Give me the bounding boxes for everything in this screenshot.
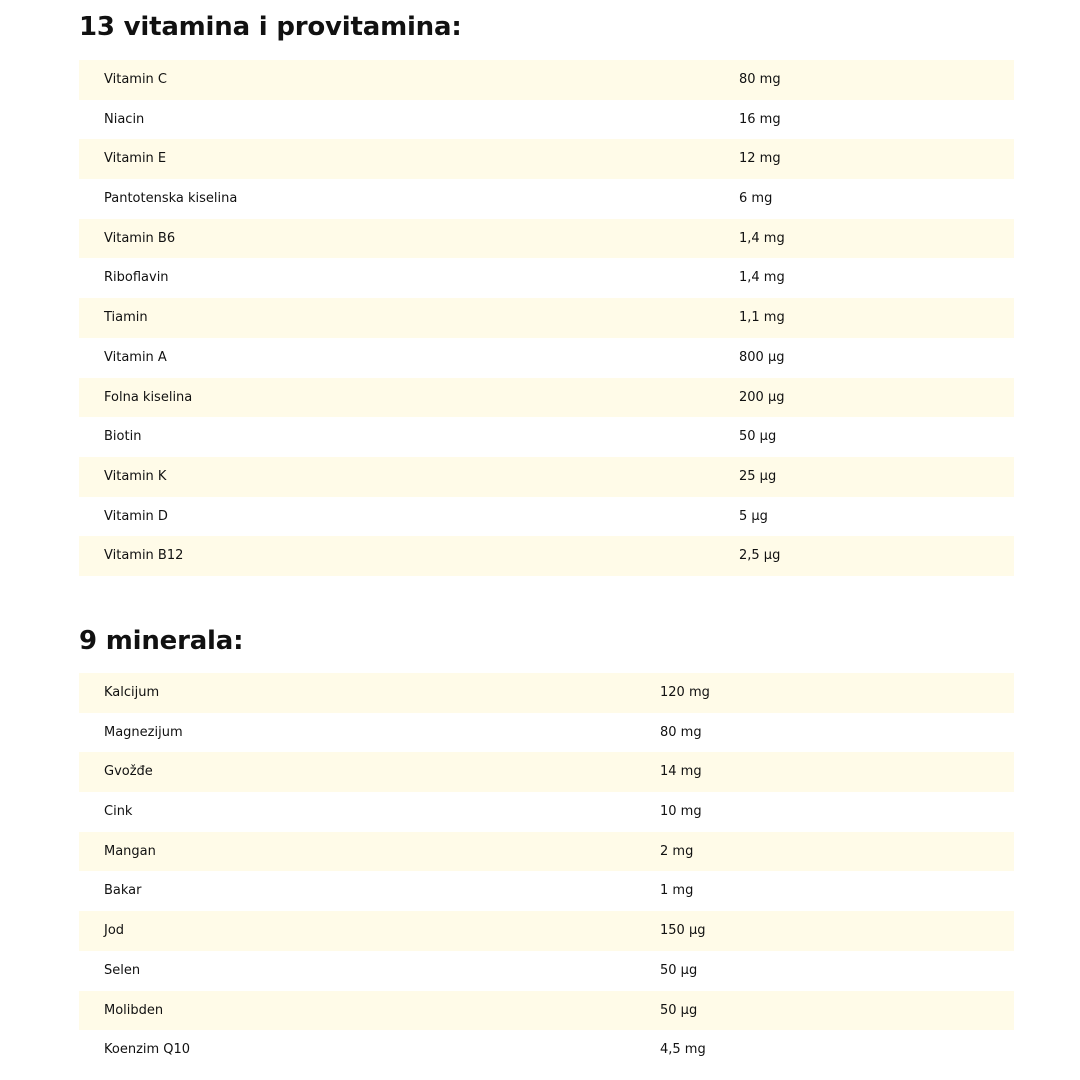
vitamins-table (79, 60, 1014, 576)
nutrient-amount: 80 mg (660, 724, 702, 740)
nutrient-name: Kalcijum (104, 685, 160, 700)
table-row (79, 378, 1014, 418)
nutrient-name: Niacin (104, 111, 145, 127)
vitamins-heading: 13 vitamina i provitamina: (79, 12, 462, 42)
table-row (79, 258, 1014, 298)
nutrient-amount: 5 µg (739, 508, 768, 524)
table-row (79, 1030, 1014, 1070)
nutrient-amount: 150 µg (660, 923, 706, 939)
nutrient-name: Jod (104, 923, 125, 939)
nutrient-amount: 16 mg (739, 111, 781, 127)
nutrient-amount: 2 mg (660, 843, 694, 859)
nutrient-amount: 120 mg (660, 685, 710, 700)
nutrient-amount: 200 µg (739, 389, 785, 405)
nutrient-amount: 12 mg (739, 151, 781, 167)
nutrient-name: Vitamin D (104, 508, 168, 524)
table-row (79, 792, 1014, 832)
nutrient-amount: 14 mg (660, 764, 702, 780)
table-row (79, 536, 1014, 576)
nutrient-amount: 50 µg (660, 1002, 698, 1018)
nutrient-name: Mangan (104, 843, 156, 859)
nutrient-amount: 1,1 mg (739, 310, 785, 326)
nutrient-name: Riboflavin (104, 270, 169, 286)
table-row (79, 497, 1014, 537)
nutrient-name: Vitamin A (104, 349, 167, 365)
minerals-table (79, 673, 1014, 1070)
table-row (79, 991, 1014, 1031)
nutrient-amount: 2,5 µg (739, 548, 781, 564)
nutrient-amount: 1 mg (660, 883, 694, 899)
nutrient-name: Cink (104, 804, 133, 820)
nutrient-amount: 80 mg (739, 72, 781, 87)
table-row (79, 911, 1014, 951)
nutrient-name: Vitamin B12 (104, 548, 184, 564)
table-row (79, 179, 1014, 219)
table-row (79, 298, 1014, 338)
nutrient-name: Selen (104, 962, 141, 978)
nutrient-name: Molibden (104, 1002, 164, 1018)
nutrient-amount: 25 µg (739, 468, 777, 484)
nutrient-amount: 1,4 mg (739, 230, 785, 246)
nutrient-name: Koenzim Q10 (104, 1042, 191, 1058)
table-row (79, 60, 1014, 100)
table-row (79, 139, 1014, 179)
table-row (79, 752, 1014, 792)
nutrient-name: Vitamin K (104, 468, 167, 484)
nutrient-name: Bakar (104, 883, 142, 899)
nutrient-amount: 50 µg (739, 429, 777, 445)
table-row (79, 832, 1014, 872)
table-row (79, 713, 1014, 753)
table-row (79, 417, 1014, 457)
table-row (79, 338, 1014, 378)
nutrient-name: Pantotenska kiselina (104, 191, 238, 207)
nutrient-amount: 6 mg (739, 191, 773, 207)
nutrient-name: Vitamin C (104, 72, 168, 87)
nutrient-name: Tiamin (104, 310, 148, 326)
table-row (79, 100, 1014, 140)
nutrient-name: Folna kiselina (104, 389, 193, 405)
nutrient-amount: 1,4 mg (739, 270, 785, 286)
table-row (79, 871, 1014, 911)
nutrient-amount: 800 µg (739, 349, 785, 365)
nutrient-amount: 50 µg (660, 962, 698, 978)
nutrient-name: Biotin (104, 429, 142, 445)
table-row (79, 673, 1014, 713)
nutrient-name: Vitamin B6 (104, 230, 176, 246)
table-row (79, 951, 1014, 991)
nutrient-name: Magnezijum (104, 724, 183, 740)
nutrient-name: Vitamin E (104, 151, 167, 167)
nutrient-amount: 10 mg (660, 804, 702, 820)
minerals-heading: 9 minerala: (79, 626, 244, 656)
nutrient-name: Gvožđe (104, 764, 153, 780)
table-row (79, 457, 1014, 497)
table-row (79, 219, 1014, 259)
nutrient-amount: 4,5 mg (660, 1042, 706, 1058)
